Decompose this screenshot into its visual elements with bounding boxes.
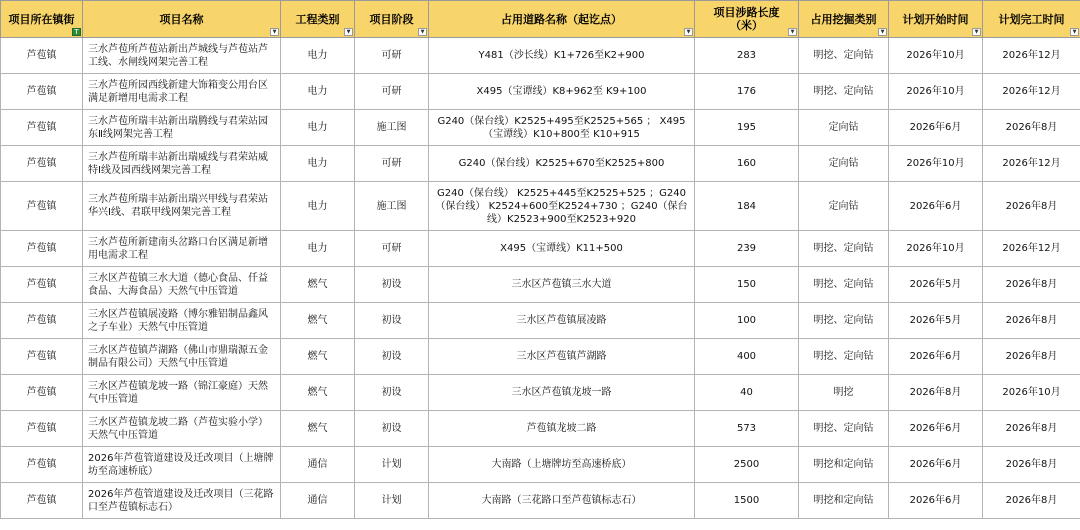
cell-name[interactable]: 三水区芦苞镇龙坡一路（锦江豪庭）天然气中压管道: [83, 375, 281, 411]
cell-town[interactable]: 芦苞镇: [1, 447, 83, 483]
cell-start[interactable]: 2026年5月: [889, 303, 983, 339]
cell-start[interactable]: 2026年10月: [889, 146, 983, 182]
cell-dig[interactable]: 明挖、定向钻: [799, 339, 889, 375]
cell-town[interactable]: 芦苞镇: [1, 267, 83, 303]
cell-road[interactable]: X495（宝谭线）K8+962至 K9+100: [429, 74, 695, 110]
cell-dig[interactable]: 明挖、定向钻: [799, 38, 889, 74]
cell-length[interactable]: 573: [695, 411, 799, 447]
cell-length[interactable]: 1500: [695, 483, 799, 519]
cell-type[interactable]: 燃气: [281, 339, 355, 375]
filter-dropdown-icon[interactable]: ▼: [684, 28, 693, 36]
cell-dig[interactable]: 明挖、定向钻: [799, 74, 889, 110]
header-name[interactable]: [83, 1, 281, 38]
cell-road[interactable]: G240（保台线）K2525+670至K2525+800: [429, 146, 695, 182]
cell-dig[interactable]: 明挖和定向钻: [799, 483, 889, 519]
header-label: 占用挖掘类别: [810, 12, 877, 26]
cell-dig[interactable]: 定向钻: [799, 182, 889, 231]
cell-type[interactable]: 通信: [281, 447, 355, 483]
cell-dig[interactable]: 明挖、定向钻: [799, 231, 889, 267]
table-row: [1, 182, 1080, 231]
cell-stage[interactable]: 初设: [355, 375, 429, 411]
cell-end[interactable]: 2026年8月: [983, 303, 1080, 339]
cell-type[interactable]: 燃气: [281, 411, 355, 447]
filter-dropdown-icon[interactable]: ▼: [878, 28, 887, 36]
cell-stage[interactable]: 施工图: [355, 110, 429, 146]
filter-dropdown-icon[interactable]: ▼: [788, 28, 797, 36]
cell-length[interactable]: 176: [695, 74, 799, 110]
cell-road[interactable]: 三水区芦苞镇三水大道: [429, 267, 695, 303]
cell-name[interactable]: 三水芦苞所瑞丰站新出瑞威线与君荣站威特Ⅰ线及园西线网架完善工程: [83, 146, 281, 182]
cell-town[interactable]: 芦苞镇: [1, 74, 83, 110]
header-label: 项目所在镇街: [8, 12, 75, 26]
filter-dropdown-icon[interactable]: ▼: [418, 28, 427, 36]
cell-end[interactable]: 2026年12月: [983, 74, 1080, 110]
cell-start[interactable]: 2026年10月: [889, 231, 983, 267]
cell-town[interactable]: 芦苞镇: [1, 231, 83, 267]
cell-stage[interactable]: 初设: [355, 339, 429, 375]
cell-type[interactable]: 电力: [281, 74, 355, 110]
cell-name[interactable]: 三水芦苞所园西线新建大饰箱变公用台区满足新增用电需求工程: [83, 74, 281, 110]
cell-end[interactable]: 2026年8月: [983, 483, 1080, 519]
cell-name[interactable]: 2026年芦苞管道建设及迁改项目（上塘牌坊至高速桥底）: [83, 447, 281, 483]
cell-start[interactable]: 2026年10月: [889, 74, 983, 110]
cell-town[interactable]: 芦苞镇: [1, 411, 83, 447]
table-row: [1, 447, 1080, 483]
header-row: [1, 1, 1080, 38]
cell-name[interactable]: 三水区芦苞镇展凌路（博尔雅铝制品鑫风之子车业）天然气中压管道: [83, 303, 281, 339]
table-row: [1, 74, 1080, 110]
cell-end[interactable]: 2026年12月: [983, 146, 1080, 182]
filter-active-icon[interactable]: T: [72, 28, 81, 36]
table-row: [1, 483, 1080, 519]
header-stage[interactable]: [355, 1, 429, 38]
cell-length[interactable]: 239: [695, 231, 799, 267]
cell-start[interactable]: 2026年6月: [889, 110, 983, 146]
header-label: 项目阶段: [369, 12, 414, 26]
cell-name[interactable]: 三水芦苞所芦苞站新出芦城线与芦苞站芦工线、水闸线网架完善工程: [83, 38, 281, 74]
cell-town[interactable]: 芦苞镇: [1, 375, 83, 411]
cell-type[interactable]: 燃气: [281, 267, 355, 303]
cell-start[interactable]: 2026年6月: [889, 483, 983, 519]
cell-stage[interactable]: 初设: [355, 303, 429, 339]
table-row: [1, 267, 1080, 303]
cell-length[interactable]: 2500: [695, 447, 799, 483]
cell-start[interactable]: 2026年10月: [889, 38, 983, 74]
cell-length[interactable]: 150: [695, 267, 799, 303]
cell-dig[interactable]: 明挖、定向钻: [799, 267, 889, 303]
cell-road[interactable]: X495（宝谭线）K11+500: [429, 231, 695, 267]
header-town[interactable]: [1, 1, 83, 38]
cell-name[interactable]: 三水区芦苞镇龙坡二路（芦苞实验小学）天然气中压管道: [83, 411, 281, 447]
cell-name[interactable]: 2026年芦苞管道建设及迁改项目（三花路口至芦苞镇标志石）: [83, 483, 281, 519]
cell-dig[interactable]: 明挖和定向钻: [799, 447, 889, 483]
header-label: 项目涉路长度（米）: [713, 6, 780, 32]
header-road[interactable]: [429, 1, 695, 38]
cell-length[interactable]: 160: [695, 146, 799, 182]
cell-type[interactable]: 电力: [281, 231, 355, 267]
cell-stage[interactable]: 可研: [355, 38, 429, 74]
cell-length[interactable]: 400: [695, 339, 799, 375]
header-label: 计划开始时间: [902, 12, 969, 26]
cell-end[interactable]: 2026年8月: [983, 267, 1080, 303]
header-label: 项目名称: [159, 12, 204, 26]
cell-end[interactable]: 2026年12月: [983, 231, 1080, 267]
cell-type[interactable]: 燃气: [281, 375, 355, 411]
cell-name[interactable]: 三水芦苞所新建南头岔路口台区满足新增用电需求工程: [83, 231, 281, 267]
cell-length[interactable]: 40: [695, 375, 799, 411]
cell-town[interactable]: 芦苞镇: [1, 110, 83, 146]
cell-stage[interactable]: 计划: [355, 483, 429, 519]
cell-name[interactable]: 三水区芦苞镇三水大道（德心食品、仟益食品、大海食品）天然气中压管道: [83, 267, 281, 303]
cell-dig[interactable]: 明挖、定向钻: [799, 411, 889, 447]
header-label: 占用道路名称（起讫点）: [501, 12, 622, 26]
cell-type[interactable]: 电力: [281, 38, 355, 74]
cell-end[interactable]: 2026年8月: [983, 182, 1080, 231]
cell-town[interactable]: 芦苞镇: [1, 303, 83, 339]
cell-stage[interactable]: 初设: [355, 411, 429, 447]
table-row: [1, 375, 1080, 411]
cell-stage[interactable]: 初设: [355, 267, 429, 303]
cell-stage[interactable]: 可研: [355, 74, 429, 110]
cell-type[interactable]: 电力: [281, 146, 355, 182]
cell-stage[interactable]: 计划: [355, 447, 429, 483]
cell-road[interactable]: 三水区芦苞镇龙坡一路: [429, 375, 695, 411]
cell-stage[interactable]: 可研: [355, 231, 429, 267]
filter-dropdown-icon[interactable]: ▼: [344, 28, 353, 36]
cell-dig[interactable]: 明挖: [799, 375, 889, 411]
cell-type[interactable]: 通信: [281, 483, 355, 519]
cell-start[interactable]: 2026年6月: [889, 411, 983, 447]
cell-type[interactable]: 燃气: [281, 303, 355, 339]
cell-start[interactable]: 2026年6月: [889, 447, 983, 483]
cell-start[interactable]: 2026年8月: [889, 375, 983, 411]
table-row: [1, 38, 1080, 74]
cell-type[interactable]: 电力: [281, 182, 355, 231]
cell-type[interactable]: 电力: [281, 110, 355, 146]
cell-road[interactable]: 三水区芦苞镇展凌路: [429, 303, 695, 339]
cell-road[interactable]: 三水区芦苞镇芦湖路: [429, 339, 695, 375]
cell-end[interactable]: 2026年8月: [983, 110, 1080, 146]
cell-start[interactable]: 2026年6月: [889, 182, 983, 231]
cell-length[interactable]: 100: [695, 303, 799, 339]
header-type[interactable]: [281, 1, 355, 38]
cell-stage[interactable]: 可研: [355, 146, 429, 182]
cell-end[interactable]: 2026年8月: [983, 411, 1080, 447]
cell-name[interactable]: 三水芦苞所瑞丰站新出瑞兴甲线与君荣站华兴Ⅰ线、君联甲线网架完善工程: [83, 182, 281, 231]
cell-town[interactable]: 芦苞镇: [1, 339, 83, 375]
cell-road[interactable]: 大南路（三花路口至芦苞镇标志石）: [429, 483, 695, 519]
cell-length[interactable]: 283: [695, 38, 799, 74]
cell-road[interactable]: G240（保台线） K2525+445至K2525+525 ；G240（保台线） K2524+600至K2524+730 ；G240（保台线）K2523+900至K2523+920: [429, 182, 695, 231]
cell-name[interactable]: 三水芦苞所瑞丰站新出瑞腾线与君荣站园东Ⅱ线网架完善工程: [83, 110, 281, 146]
cell-name[interactable]: 三水区芦苞镇芦湖路（佛山市鼎瑞源五金制品有限公司）天然气中压管道: [83, 339, 281, 375]
table-row: [1, 411, 1080, 447]
cell-end[interactable]: 2026年10月: [983, 375, 1080, 411]
cell-end[interactable]: 2026年12月: [983, 38, 1080, 74]
header-start[interactable]: [889, 1, 983, 38]
filter-dropdown-icon[interactable]: ▼: [270, 28, 279, 36]
cell-end[interactable]: 2026年8月: [983, 339, 1080, 375]
table-row: [1, 146, 1080, 182]
table-row: [1, 303, 1080, 339]
cell-town[interactable]: 芦苞镇: [1, 182, 83, 231]
cell-start[interactable]: 2026年5月: [889, 267, 983, 303]
table-row: [1, 231, 1080, 267]
header-label: 工程类别: [295, 12, 340, 26]
cell-end[interactable]: 2026年8月: [983, 447, 1080, 483]
cell-road[interactable]: G240（保台线）K2525+495至K2525+565 ； X495（宝谭线）K10+800至 K10+915: [429, 110, 695, 146]
cell-town[interactable]: 芦苞镇: [1, 146, 83, 182]
cell-road[interactable]: Y481（沙长线）K1+726至K2+900: [429, 38, 695, 74]
header-end[interactable]: [983, 1, 1080, 38]
table-row: [1, 110, 1080, 146]
cell-dig[interactable]: 明挖、定向钻: [799, 303, 889, 339]
header-length[interactable]: [695, 1, 799, 38]
cell-start[interactable]: 2026年6月: [889, 339, 983, 375]
filter-dropdown-icon[interactable]: ▼: [1070, 28, 1079, 36]
cell-road[interactable]: 大南路（上塘牌坊至高速桥底）: [429, 447, 695, 483]
header-dig[interactable]: [799, 1, 889, 38]
header-label: 计划完工时间: [998, 12, 1065, 26]
table-row: [1, 339, 1080, 375]
cell-dig[interactable]: 定向钻: [799, 110, 889, 146]
cell-length[interactable]: 195: [695, 110, 799, 146]
cell-length[interactable]: 184: [695, 182, 799, 231]
cell-town[interactable]: 芦苞镇: [1, 483, 83, 519]
cell-town[interactable]: 芦苞镇: [1, 38, 83, 74]
filter-dropdown-icon[interactable]: ▼: [972, 28, 981, 36]
cell-road[interactable]: 芦苞镇龙坡二路: [429, 411, 695, 447]
cell-dig[interactable]: 定向钻: [799, 146, 889, 182]
cell-stage[interactable]: 施工图: [355, 182, 429, 231]
